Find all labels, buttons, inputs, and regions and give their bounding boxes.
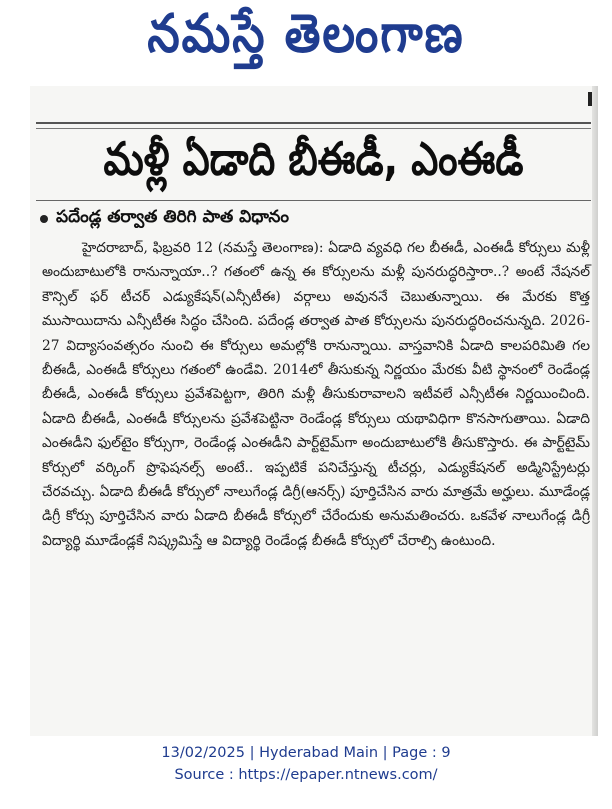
clipping-footer xyxy=(0,742,612,802)
article-clipping xyxy=(30,86,598,736)
masthead xyxy=(0,0,612,80)
bullet-icon xyxy=(40,215,48,223)
edition-info: 13/02/2025 | Hyderabad Main | Page : 9 xyxy=(161,745,451,761)
page-fold-shadow xyxy=(592,86,598,736)
headline-rule xyxy=(36,200,591,201)
article-body: హైదరాబాద్, ఫిబ్రవరి 12 (నమస్తే తెలంగాణ): ఏడాది వ్యవధి గల బీఈడీ, ఎంఈడీ కోర్సులు మళ్లీ అందుబాటులోకి రానున్నాయా..? గతంలో ఉన్న ఈ కోర్సులను మళ్లీ పునరుద్ధరిస్తారా..? అంటే నేషనల్ కౌన్సిల్ ఫర్ టీచర్ ఎడ్యుకేషన్(ఎన్సీటీఈ) వర్గాలు అవుననే చెబుతున్నాయి. ఈ మేరకు కొత్త ముసాయిదాను ఎన్సీటీఈ సిద్ధం చేసింది. పదేండ్ల తర్వాత పాత కోర్సులను పునరుద్ధరించనున్నది. 2026-27 విద్యాసంవత్సరం నుంచి ఈ కోర్సులు అమల్లోకి రానున్నాయి. వాస్తవానికి ఏడాది కాలపరిమితి గల బీఈడీ, ఎంఈడీ కోర్సులు గతంలో ఉండేవి. 2014లో తీసుకున్న నిర్ణయం మేరకు వీటి స్థానంలో రెండేండ్ల బీఈడీ, ఎంఈడీ కోర్సులు ప్రవేశపెట్టగా, తిరిగి మళ్లీ తీసుకురావాలని ఇటీవలే ఎన్సీటీఈ నిర్ణయించింది. ఏడాది బీఈడీ, ఎంఈడీ కోర్సులను ప్రవేశపెట్టినా రెండేండ్ల కోర్సులు యథావిధిగా కొనసాగుతాయి. ఏడాది ఎంఈడీని ఫుల్‌టైం కోర్సుగా, రెండేండ్ల ఎంఈడీని పార్ట్‌టైమ్‌గా అందుబాటులోకి తీసుకొస్తారు. ఈ పార్ట్‌టైమ్ కోర్సులో వర్కింగ్ ప్రొఫెషనల్స్ అంటే.. ఇప్పటికే పనిచేస్తున్న టీచర్లు, ఎడ్యుకేషనల్ అడ్మినిస్ట్రేటర్లు చేరవచ్చు. ఏడాది బీఈడీ కోర్సులో నాలుగేండ్ల డిగ్రీ(ఆనర్స్) పూర్తిచేసిన వారు మాత్రమే అర్హులు. మూడేండ్ల డిగ్రీ కోర్సు పూర్తిచేసిన వారు ఏడాది బీఈడీ కోర్సులో చేరేందుకు అనుమతించరు. ఒకవేళ నాలుగేండ్ల డిగ్రీ విద్యార్థి మూడేండ్లకే నిష్క్రమిస్తే ఆ విద్యార్థి రెండేండ్ల బీఈడీ కోర్సులో చేరాల్సి ఉంటుంది. xyxy=(42,240,591,549)
clipped-header-strip xyxy=(36,92,596,106)
subheading-text: పదేండ్ల తర్వాత తిరిగి పాత విధానం xyxy=(56,207,289,227)
article-subheading xyxy=(36,206,591,232)
newspaper-logo: నమస్తే తెలంగాణ xyxy=(147,2,465,65)
source-link[interactable]: Source : https://epaper.ntnews.com/ xyxy=(174,767,438,783)
article-headline: మళ్లీ ఏడాది బీఈడీ, ఎంఈడీ xyxy=(103,132,524,186)
